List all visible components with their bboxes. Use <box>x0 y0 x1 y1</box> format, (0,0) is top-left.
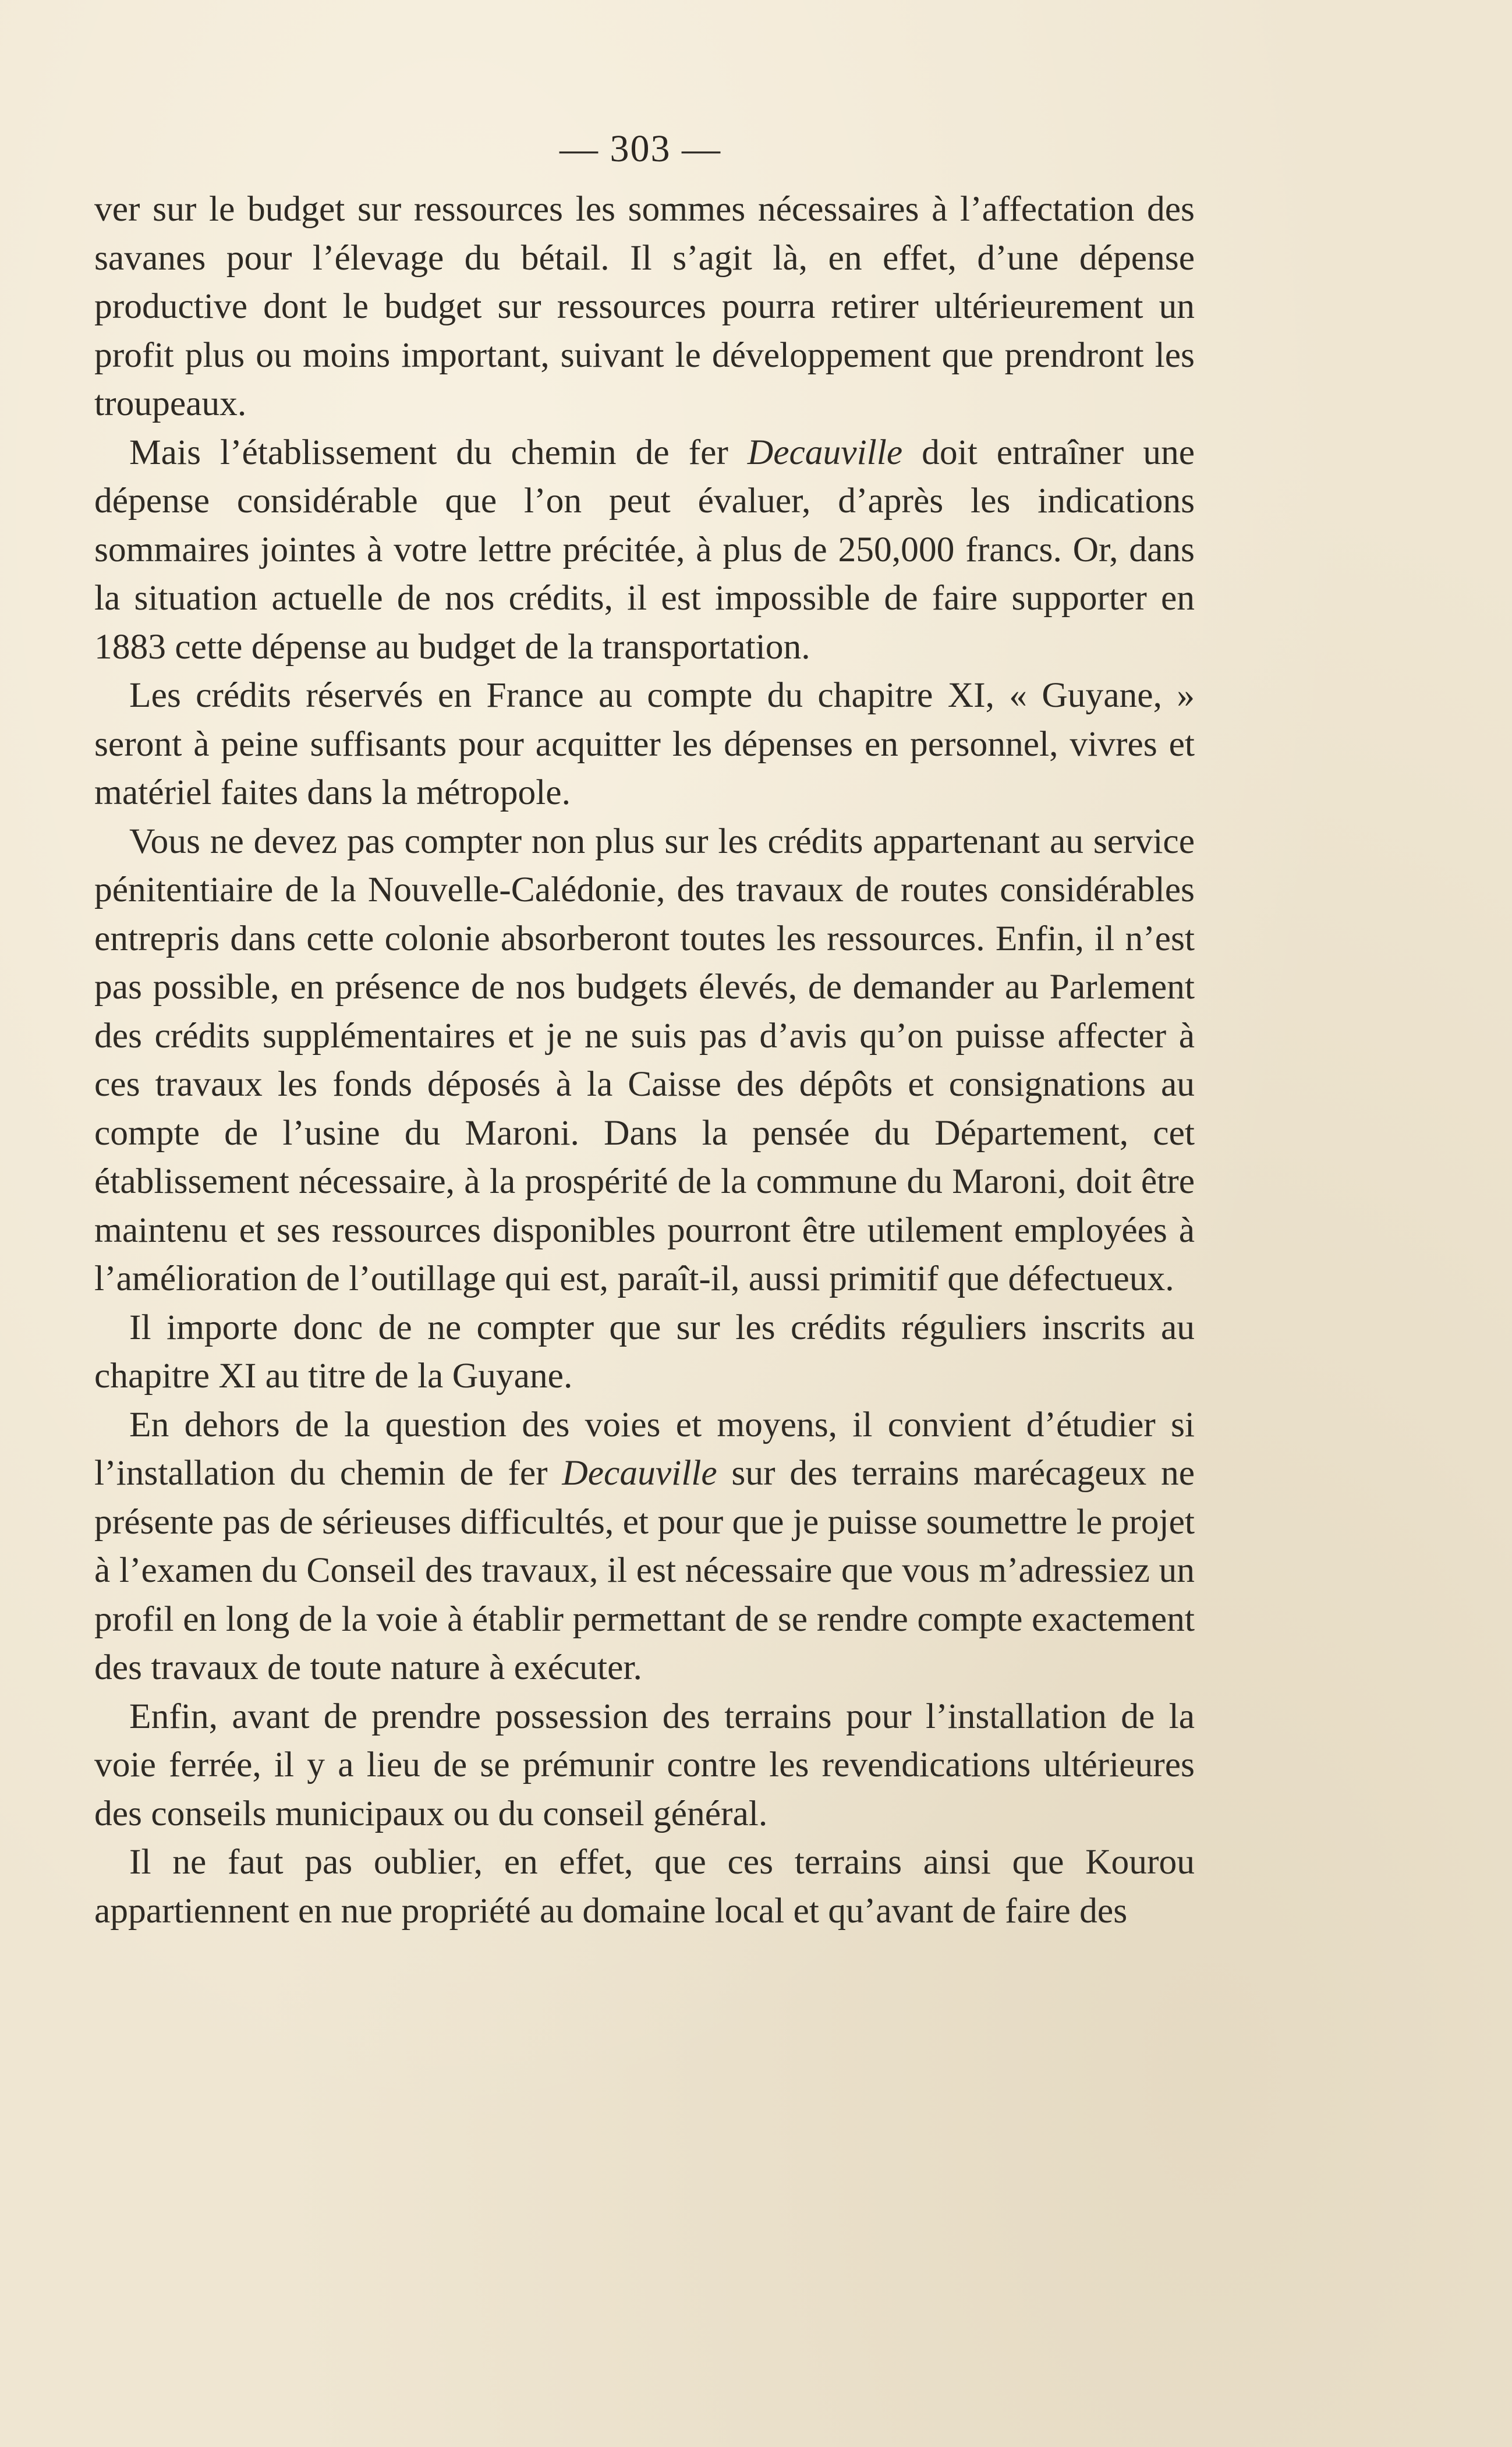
paragraph-6-text-before: En dehors de la question des voies et moyens, il convient d’étudier si l’installation du chemin de fer <box>94 1404 1195 1493</box>
paragraph-7: Enfin, avant de prendre possession des terrains pour l’installation de la voie ferrée, il y a lieu de se prémunir contre les revendications ultérieures des conseils municipaux ou du conseil général. <box>94 1696 1195 1833</box>
paragraph-2-text-after: doit entraîner une dépense considérable que l’on peut évaluer, d’après les indications sommaires jointes à votre lettre précitée, à plus de 250,000 francs. Or, dans la situation actuelle de nos crédits, il est impossible de faire supporter en 1883 cette dépense au budget de la transportation. <box>94 432 1195 667</box>
paragraph-2 <box>94 429 1195 672</box>
paragraph-8: Il ne faut pas oublier, en effet, que ces terrains ainsi que Kourou appartiennent en nue propriété au domaine local et qu’avant de faire des <box>94 1842 1195 1931</box>
paragraph-5: Il importe donc de ne compter que sur les crédits réguliers inscrits au chapitre XI au titre de la Guyane. <box>94 1307 1195 1396</box>
paragraph-2-italic: Decauville <box>747 432 903 472</box>
paragraph-6 <box>94 1401 1195 1692</box>
paragraph-1: ver sur le budget sur ressources les sommes nécessaires à l’affectation des savanes pour l’élevage du bétail. Il s’agit là, en effet, d’une dépense productive dont le budget sur ressources pourra retirer ultérieurement un profit plus ou moins important, suivant le développement que prendront les troupeaux. <box>94 189 1195 423</box>
paragraph-6-text-after: sur des terrains marécageux ne présente pas de sérieuses difficultés, et pour que je puisse soumettre le projet à l’examen du Conseil des travaux, il est nécessaire que vous m’adressiez un profil en long de la voie à établir permettant de se rendre compte exactement des travaux de toute nature à exécuter. <box>94 1453 1195 1687</box>
body-text <box>94 185 1195 1935</box>
paragraph-3: Les crédits réservés en France au compte du chapitre XI, « Guyane, » seront à peine suffisants pour acquitter les dépenses en personnel, vivres et matériel faites dans la métropole. <box>94 675 1195 812</box>
paragraph-6-italic: Decauville <box>562 1453 717 1493</box>
paragraph-4: Vous ne devez pas compter non plus sur les crédits appartenant au service pénitentiaire de la Nouvelle-Calédonie, des travaux de routes considérables entrepris dans cette colonie absorberont toutes les ressources. Enfin, il n’est pas possible, en présence de nos budgets élevés, de demander au Parlement des crédits supplémentaires et je ne suis pas d’avis qu’on puisse affecter à ces travaux les fonds déposés à la Caisse des dépôts et consignations au compte de l’usine du Maroni. Dans la pensée du Département, cet établissement nécessaire, à la prospérité de la commune du Maroni, doit être maintenu et ses ressources disponibles pourront être utilement employées à l’amélioration de l’outillage qui est, paraît-il, aussi primitif que défectueux. <box>94 821 1195 1298</box>
page-number: — 303 — <box>560 128 721 170</box>
paragraph-2-text-before: Mais l’établissement du chemin de fer <box>129 432 748 472</box>
